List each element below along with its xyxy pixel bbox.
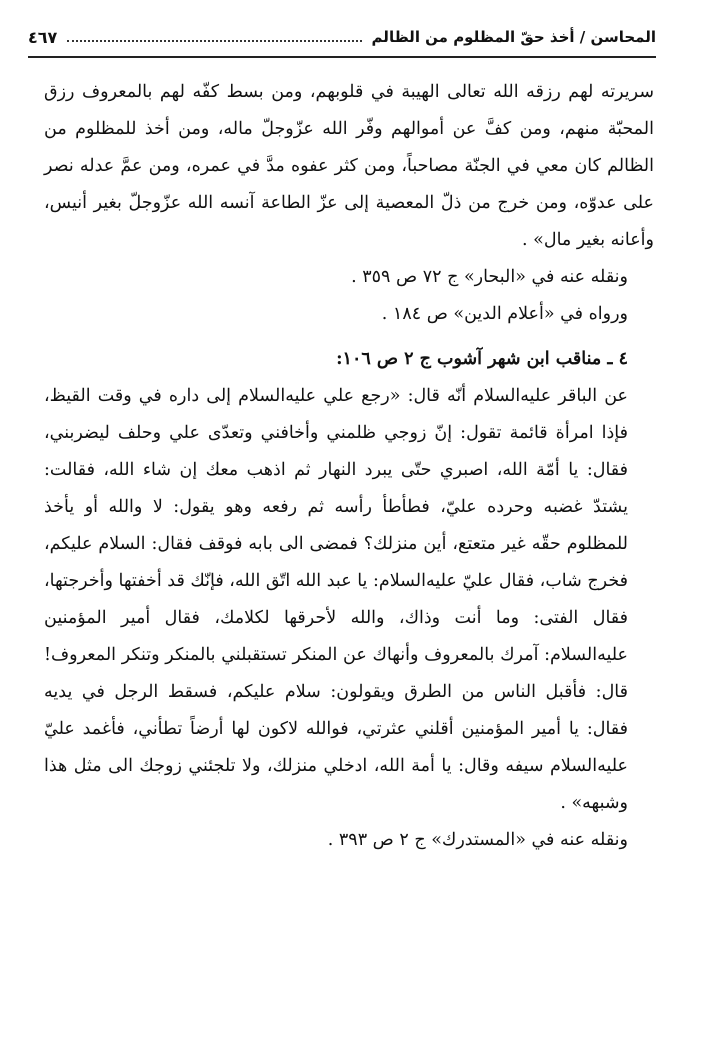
running-header-title: المحاسن / أخذ حقّ المظلوم من الظالم [371, 28, 656, 46]
section-heading-manaqib: ٤ ـ مناقب ابن شهر آشوب ج ٢ ص ١٠٦: [336, 349, 628, 369]
citation-alam-al-din: ورواه في «أعلام الدين» ص ١٨٤ . [381, 304, 628, 324]
running-header [28, 20, 656, 54]
page-number: ٤٦٧ [28, 27, 58, 47]
citation-mustadrak: ونقله عنه في «المستدرك» ج ٢ ص ٣٩٣ . [327, 830, 628, 850]
body-text [44, 74, 654, 859]
paragraph-narration: عن الباقر عليه‌السلام أنّه قال: «رجع علي عليه‌السلام إلى داره في وقت القيظ، فإذا امرأة قائمة تقول: إنّ زوجي ظلمني وأخافني وتعدّى علي وحلف ليضربني، فقال: يا أمّة الله، اصبري حتّى يبرد النهار ثم اذهب معك إن شاء الله، فقالت: يشتدّ غضبه وحرده عليّ، فطأطأ رأسه ثم رفعه وهو يقول: لا والله أو يأخذ للمظلوم حقّه غير متعتع، أين منزلك؟ فمضى الى بابه فوقف فقال: السلام عليكم، فخرج شاب، فقال عليّ عليه‌السلام: يا عبد الله اتّق الله، فإنّك قد أخفتها وأخرجتها، فقال الفتى: وما أنت وذاك، والله لأحرقها لكلامك، فقال أمير المؤمنين عليه‌السلام: آمرك بالمعروف وأنهاك عن المنكر تستقبلني بالمنكر وتنكر المعروف! قال: فأقبل الناس من الطرق ويقولون: سلام عليكم، فسقط الرجل في يديه فقال: يا أمير المؤمنين أقلني عثرتي، فوالله لاكون لها أرضاً تطأني، فأغمد عليّ عليه‌السلام سيفه وقال: يا أمة الله، ادخلي منزلك، ولا تلجئني زوجك الى مثل هذا وشبهه» . [44, 386, 628, 813]
paragraph-continuation: سريرته لهم رزقه الله تعالى الهيبة في قلوبهم، ومن بسط كفّه لهم بالمعروف رزق المحبّة منهم، ومن كفَّ عن أموالهم وفّر الله عزّوجلّ ماله، ومن أخذ للمظلوم من الظالم كان معي في الجنّة مصاحباً، ومن كثر عفوه مدَّ في عمره، ومن عمَّ عدله نصر على عدوّه، ومن خرج من ذلّ المعصية إلى عزّ الطاعة آنسه الله عزّوجلّ بغير أنيس، وأعانه بغير مال» . [44, 82, 654, 250]
citation-bihar: ونقله عنه في «البحار» ج ٧٢ ص ٣٥٩ . [351, 267, 628, 287]
header-rule [28, 56, 656, 58]
dotted-leader [67, 40, 361, 42]
